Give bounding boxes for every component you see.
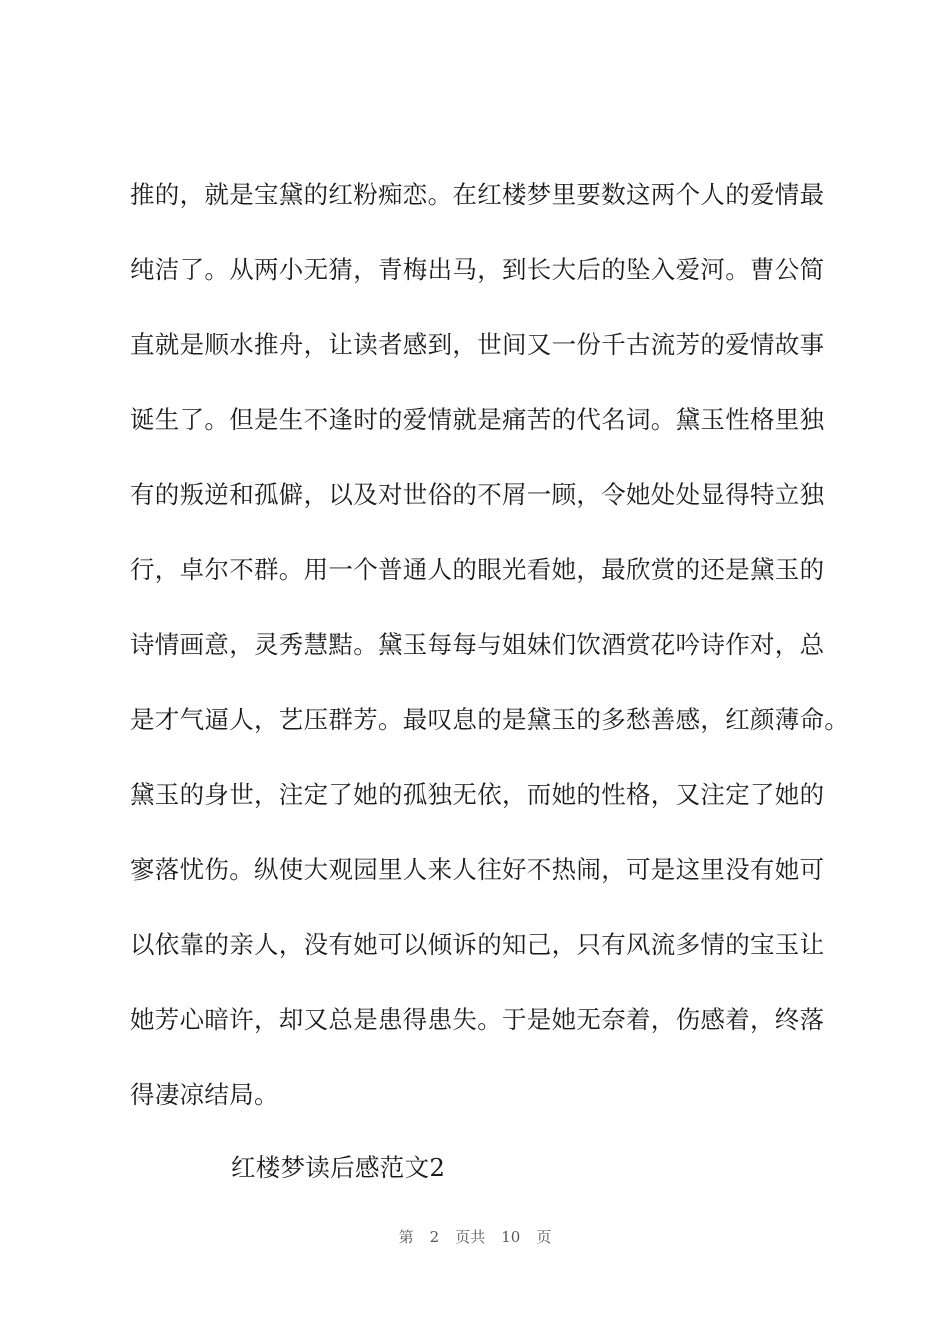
- footer-middle: 页共: [455, 1228, 486, 1246]
- text-line: 以依靠的亲人，没有她可以倾诉的知己，只有风流多情的宝玉让: [130, 930, 825, 959]
- text-line: 得凄凉结局。: [130, 1080, 279, 1109]
- section-heading: 红楼梦读后感范文2: [231, 1153, 446, 1182]
- footer-total-pages: 10: [501, 1228, 521, 1246]
- text-line: 行，卓尔不群。用一个普通人的眼光看她，最欣赏的还是黛玉的: [130, 555, 825, 584]
- footer-page-number: 2: [429, 1228, 440, 1246]
- body-text: [130, 170, 870, 1145]
- text-line: 诞生了。但是生不逢时的爱情就是痛苦的代名词。黛玉性格里独: [130, 405, 825, 434]
- text-line: 纯洁了。从两小无猜，青梅出马，到长大后的坠入爱河。曹公简: [130, 255, 825, 284]
- text-line: 是才气逼人，艺压群芳。最叹息的是黛玉的多愁善感，红颜薄命。: [130, 705, 850, 734]
- text-line: 直就是顺水推舟，让读者感到，世间又一份千古流芳的爱情故事: [130, 330, 825, 359]
- text-line: 有的叛逆和孤僻，以及对世俗的不屑一顾，令她处处显得特立独: [130, 480, 825, 509]
- page-footer: [0, 1226, 950, 1247]
- footer-prefix: 第: [398, 1228, 414, 1246]
- footer-suffix: 页: [536, 1228, 552, 1246]
- text-line: 她芳心暗许，却又总是患得患失。于是她无奈着，伤感着，终落: [130, 1005, 825, 1034]
- text-line: 黛玉的身世，注定了她的孤独无依，而她的性格，又注定了她的: [130, 780, 825, 809]
- text-line: 推的，就是宝黛的红粉痴恋。在红楼梦里要数这两个人的爱情最: [130, 180, 825, 209]
- text-line: 诗情画意，灵秀慧黠。黛玉每每与姐妹们饮酒赏花吟诗作对，总: [130, 630, 825, 659]
- text-line: 寥落忧伤。纵使大观园里人来人往好不热闹，可是这里没有她可: [130, 855, 825, 884]
